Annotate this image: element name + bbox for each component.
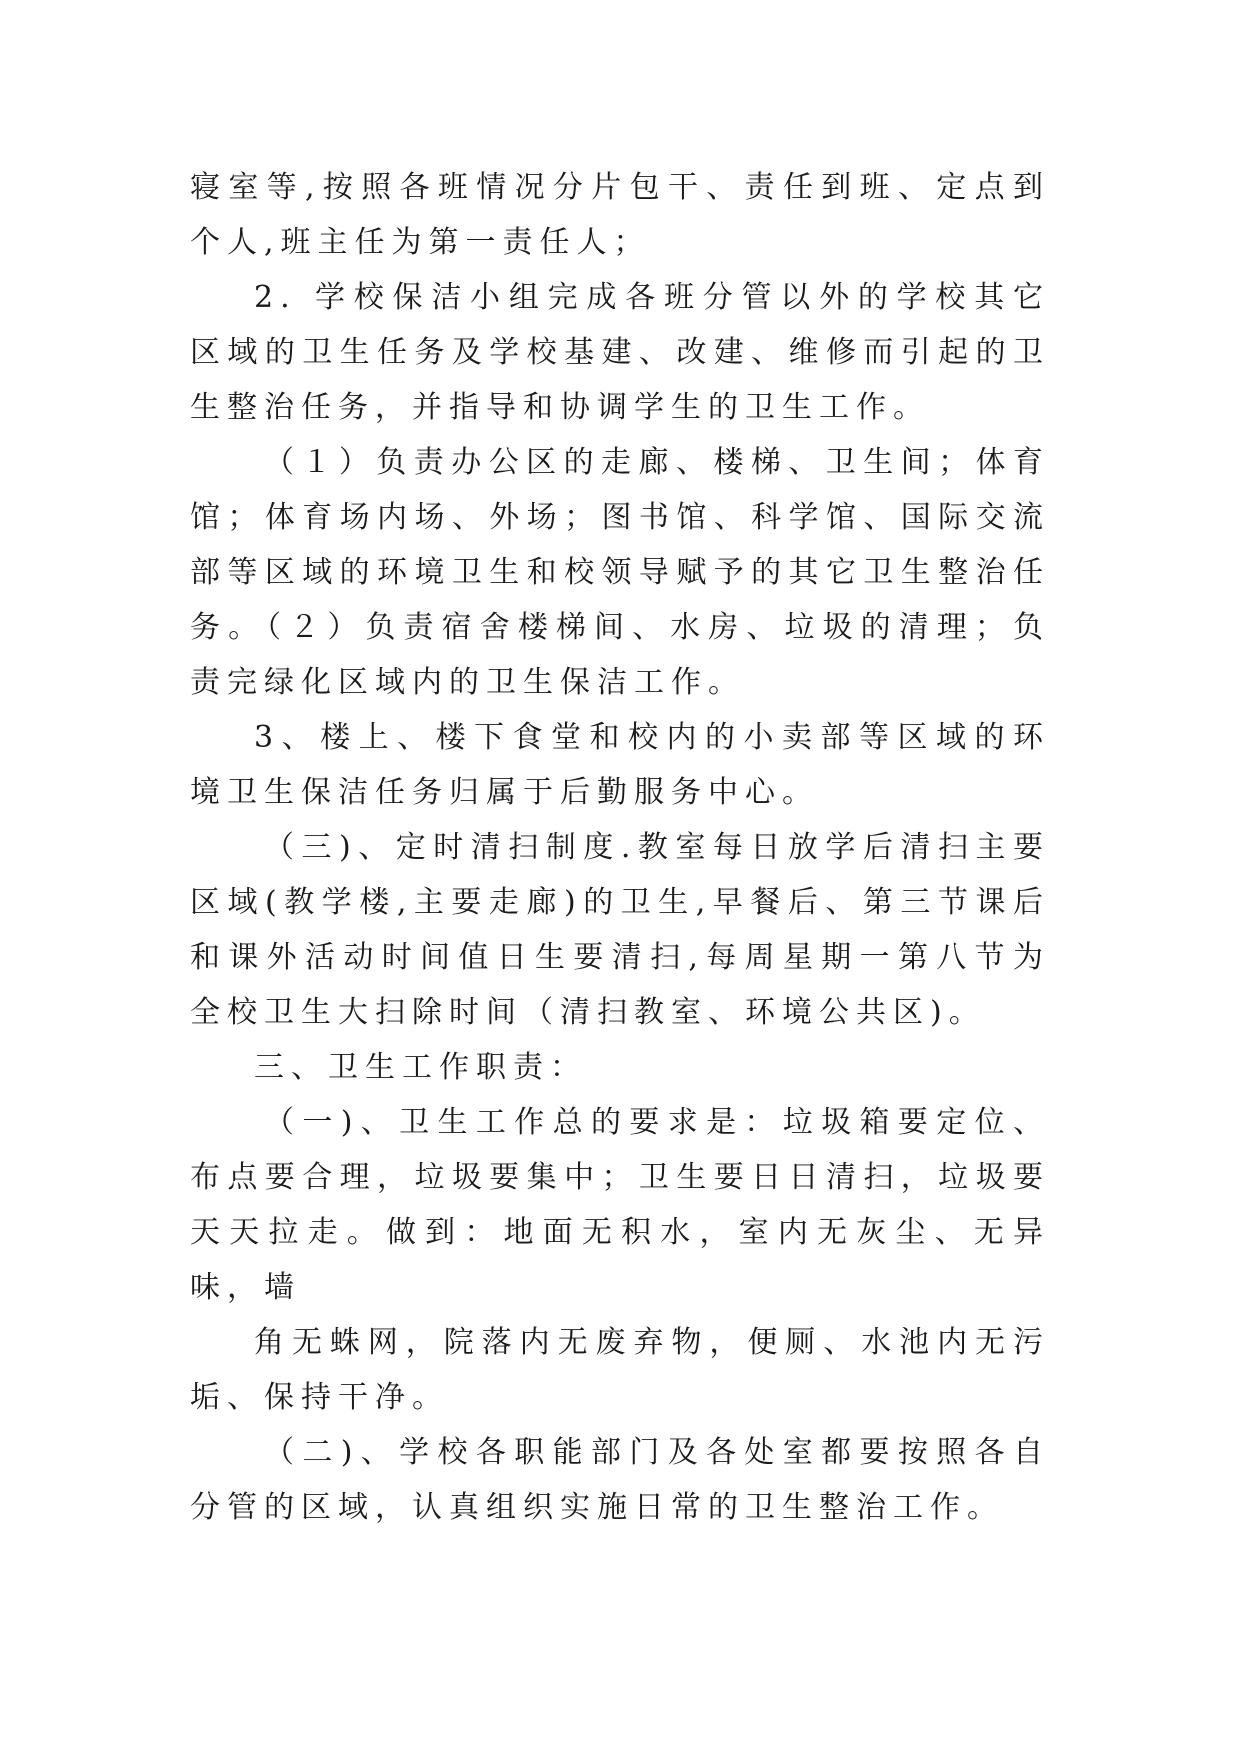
paragraph-5: （三)、定时清扫制度.教室每日放学后清扫主要区域(教学楼,主要走廊)的卫生,早餐后、第三节课后和课外活动时间值日生要清扫,每周星期一第八节为全校卫生大扫除时间（清扫教室、环境公共区)。 [190,830,1050,1030]
paragraph-3: （１）负责办公区的走廊、楼梯、卫生间；体育馆；体育场内场、外场；图书馆、科学馆、国际交流部等区域的环境卫生和校领导赋予的其它卫生整治任务。（２）负责宿舍楼梯间、水房、垃圾的清理；负责完绿化区域内的卫生保洁工作。 [190,445,1050,700]
section-heading: 三、卫生工作职责： [254,1050,587,1085]
paragraph-8: （二)、学校各职能部门及各处室都要按照各自分管的区域，认真组织实施日常的卫生整治工作。 [190,1435,1050,1525]
paragraph-2: 2. 学校保洁小组完成各班分管以外的学校其它区域的卫生任务及学校基建、改建、维修而引起的卫生整治任务，并指导和协调学生的卫生工作。 [190,280,1050,425]
paragraph-6: （一)、卫生工作总的要求是：垃圾箱要定位、布点要合理，垃圾要集中；卫生要日日清扫，垃圾要天天拉走。做到：地面无积水，室内无灰尘、无异味，墙 [190,1105,1050,1305]
paragraph-4: 3、楼上、楼下食堂和校内的小卖部等区域的环境卫生保洁任务归属于后勤服务中心。 [190,720,1050,810]
paragraph-1: 寝室等,按照各班情况分片包干、责任到班、定点到个人,班主任为第一责任人； [190,170,1050,260]
document-body [190,160,1050,1535]
paragraph-7: 角无蛛网，院落内无废弃物，便厕、水池内无污垢、保持干净。 [190,1325,1050,1415]
